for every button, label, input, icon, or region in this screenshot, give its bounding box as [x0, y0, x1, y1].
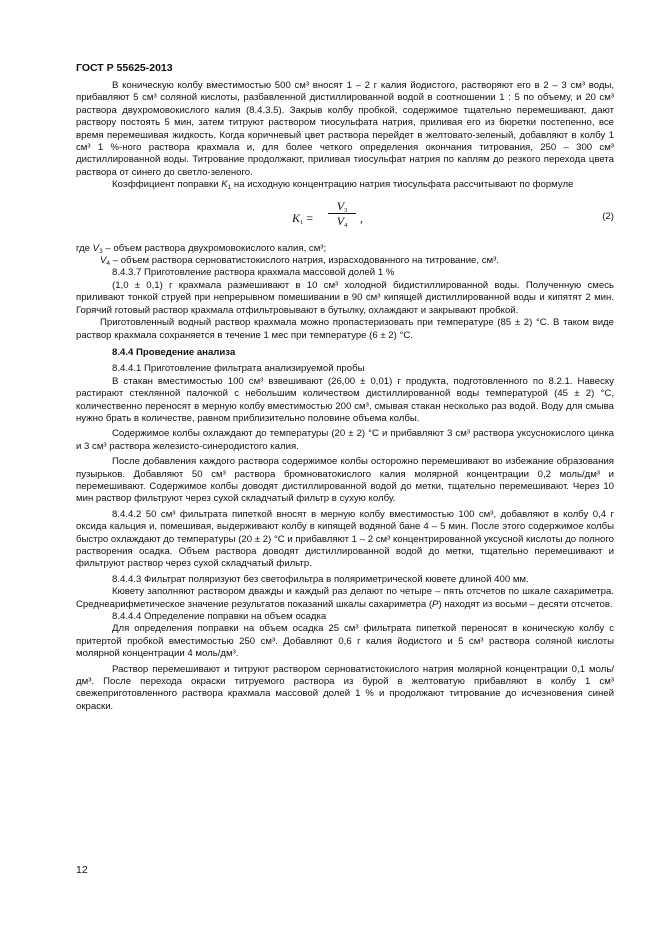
paragraph: В стакан вместимостью 100 см³ взвешивают (26,00 ± 0,01) г продукта, подготовленного по 8.2.1. Навеску растирают стеклянной палочкой с небольшим количеством дистиллированной воды температурой (45 ± 2) °С, количественно переносят в мерную колбу вместимостью 200 см³, смывая стакан несколько раз водой. Воду для смыва нужно брать в количестве, равном приблизительно половине объема колбы.: [76, 375, 614, 424]
formula-fraction: $\frac{V_3}{V_4}$: [328, 200, 356, 228]
where-line: где $V_3$ – объем раствора двухромовокислого калия, см³;: [76, 242, 327, 255]
paragraph: Коэффициент поправки $K_1$ на исходную концентрацию натрия тиосульфата рассчитывают по формуле: [112, 179, 574, 192]
document-body: [76, 80, 614, 713]
paragraph: Для определения поправки на объем осадка 25 см³ фильтрата пипеткой переносят в коническую колбу с притертой пробкой вместимостью 250 см³. Добавляют 0,6 г калия йодистого и 5 см³ раствора соляной кислоты молярной концентрации 4 моль/дм³.: [76, 623, 614, 660]
section-heading: 8.4.3.7 Приготовление раствора крахмала массовой долей 1 %: [112, 267, 395, 279]
paragraph: 8.4.4.3 Фильтрат поляризуют без светофильтра в поляриметрической кювете длиной 400 мм.: [112, 573, 529, 585]
paragraph: В коническую колбу вместимостью 500 см³ вносят 1 – 2 г калия йодистого, растворяют его в 2 – 3 см³ воды, прибавляют 5 см³ соляной кислоты, разбавленной дистиллированной водой в соотношении 1 : 5 по объему, и 20 см³ раствора двухромовокислого калия (8.4.3.5). Закрыв колбу пробкой, содержимое тщательно перемешивают, дают раствору постоять 5 мин, затем титруют раствором тиосульфата натрия, приливая его из бюретки постепенно, все время перемешивая жидкость. Когда коричневый цвет раствора перейдет в желтовато-зеленый, добавляют в колбу 1 см³ 1 %-ного раствора крахмала и, для более четкого определения окончания титрования, 250 – 300 см³ дистиллированной воды. Титрование продолжают, приливая тиосульфат натрия по каплям до резкого перехода цвета раствора от синего до светло-зеленого.: [76, 80, 614, 178]
paragraph: (1,0 ± 0,1) г крахмала размешивают в 10 см³ холодной бидистиллированной воды. Полученную смесь приливают тонкой струей при непрерывном помешивании в 90 см³ кипящей дистиллированной воды и кипятят 2 мин. Горячий готовый раствор крахмала отфильтровывают в бутылку, охлаждают и закрывают пробкой.: [76, 279, 614, 316]
formula-2: $K_1$ = $\frac{V_3}{V_4}$ , (2): [292, 198, 614, 230]
paragraph: Приготовленный водный раствор крахмала можно пропастеризовать при температуре (85 ± 2) °С. В таком виде раствор крахмала сохраняется в течение 1 мес при температуре (6 ± 2) °С.: [76, 317, 614, 341]
paragraph: После добавления каждого раствора содержимое колбы осторожно перемешивают во избежание образования пузырьков. Добавляют 50 см³ раствора бромноватокислого калия молярной концентрации 0,2 моль/дм³ и перемешивают. Содержимое колбы доводят дистиллированной водой до метки, тщательно перемешивают. Через 10 мин раствор фильтруют через сухой складчатый фильтр в сухую колбу.: [76, 456, 614, 505]
section-heading-bold: 8.4.4 Проведение анализа: [112, 346, 236, 358]
paragraph: Кювету заполняют раствором дважды и каждый раз делают по четыре – пять отсчетов по шкале сахариметра. Среднеарифметическое значение результатов показаний шкалы сахариметра (P) находят из восьми – десяти отсчетов.: [76, 586, 614, 610]
where-line: $V_4$ – объем раствора серноватистокислого натрия, израсходованного на титрование, см³.: [100, 255, 499, 268]
paragraph: 8.4.4.2 50 см³ фильтрата пипеткой вносят в мерную колбу вместимостью 100 см³, добавляют в колбу 0,4 г оксида кальция и, помешивая, выдерживают колбу в кипящей водяной бане 4 – 5 мин. После этого содержимое колбы быстро охлаждают до температуры (20 ± 2) °С и прибавляют 1 – 2 см³ концентрированной уксусной кислоты до полного растворения осадка. Объем раствора доводят дистиллированной водой до метки, тщательно перемешивают и фильтруют раствор через сухой складчатый фильтр.: [76, 508, 614, 570]
section-heading: 8.4.4.4 Определение поправки на объем осадка: [112, 611, 327, 623]
section-heading: 8.4.4.1 Приготовление фильтрата анализируемой пробы: [112, 363, 365, 375]
paragraph: Содержимое колбы охлаждают до температуры (20 ± 2) °С и прибавляют 3 см³ раствора уксуснокислого цинка и 3 см³ раствора железисто-синеродистого калия.: [76, 428, 614, 452]
document-header: ГОСТ Р 55625-2013: [76, 62, 173, 74]
paragraph: Раствор перемешивают и титруют раствором серноватистокислого натрия молярной концентрации 0,1 моль/дм³. После перехода окраски титруемого раствора из бурой в желтоватую прибавляют в колбу 1 см³ свежеприготовленного раствора крахмала массовой долей 1 % и продолжают титрование до исчезновения синей окраски.: [76, 663, 614, 712]
equation-number: (2): [602, 210, 614, 222]
page-number: 12: [76, 864, 88, 876]
